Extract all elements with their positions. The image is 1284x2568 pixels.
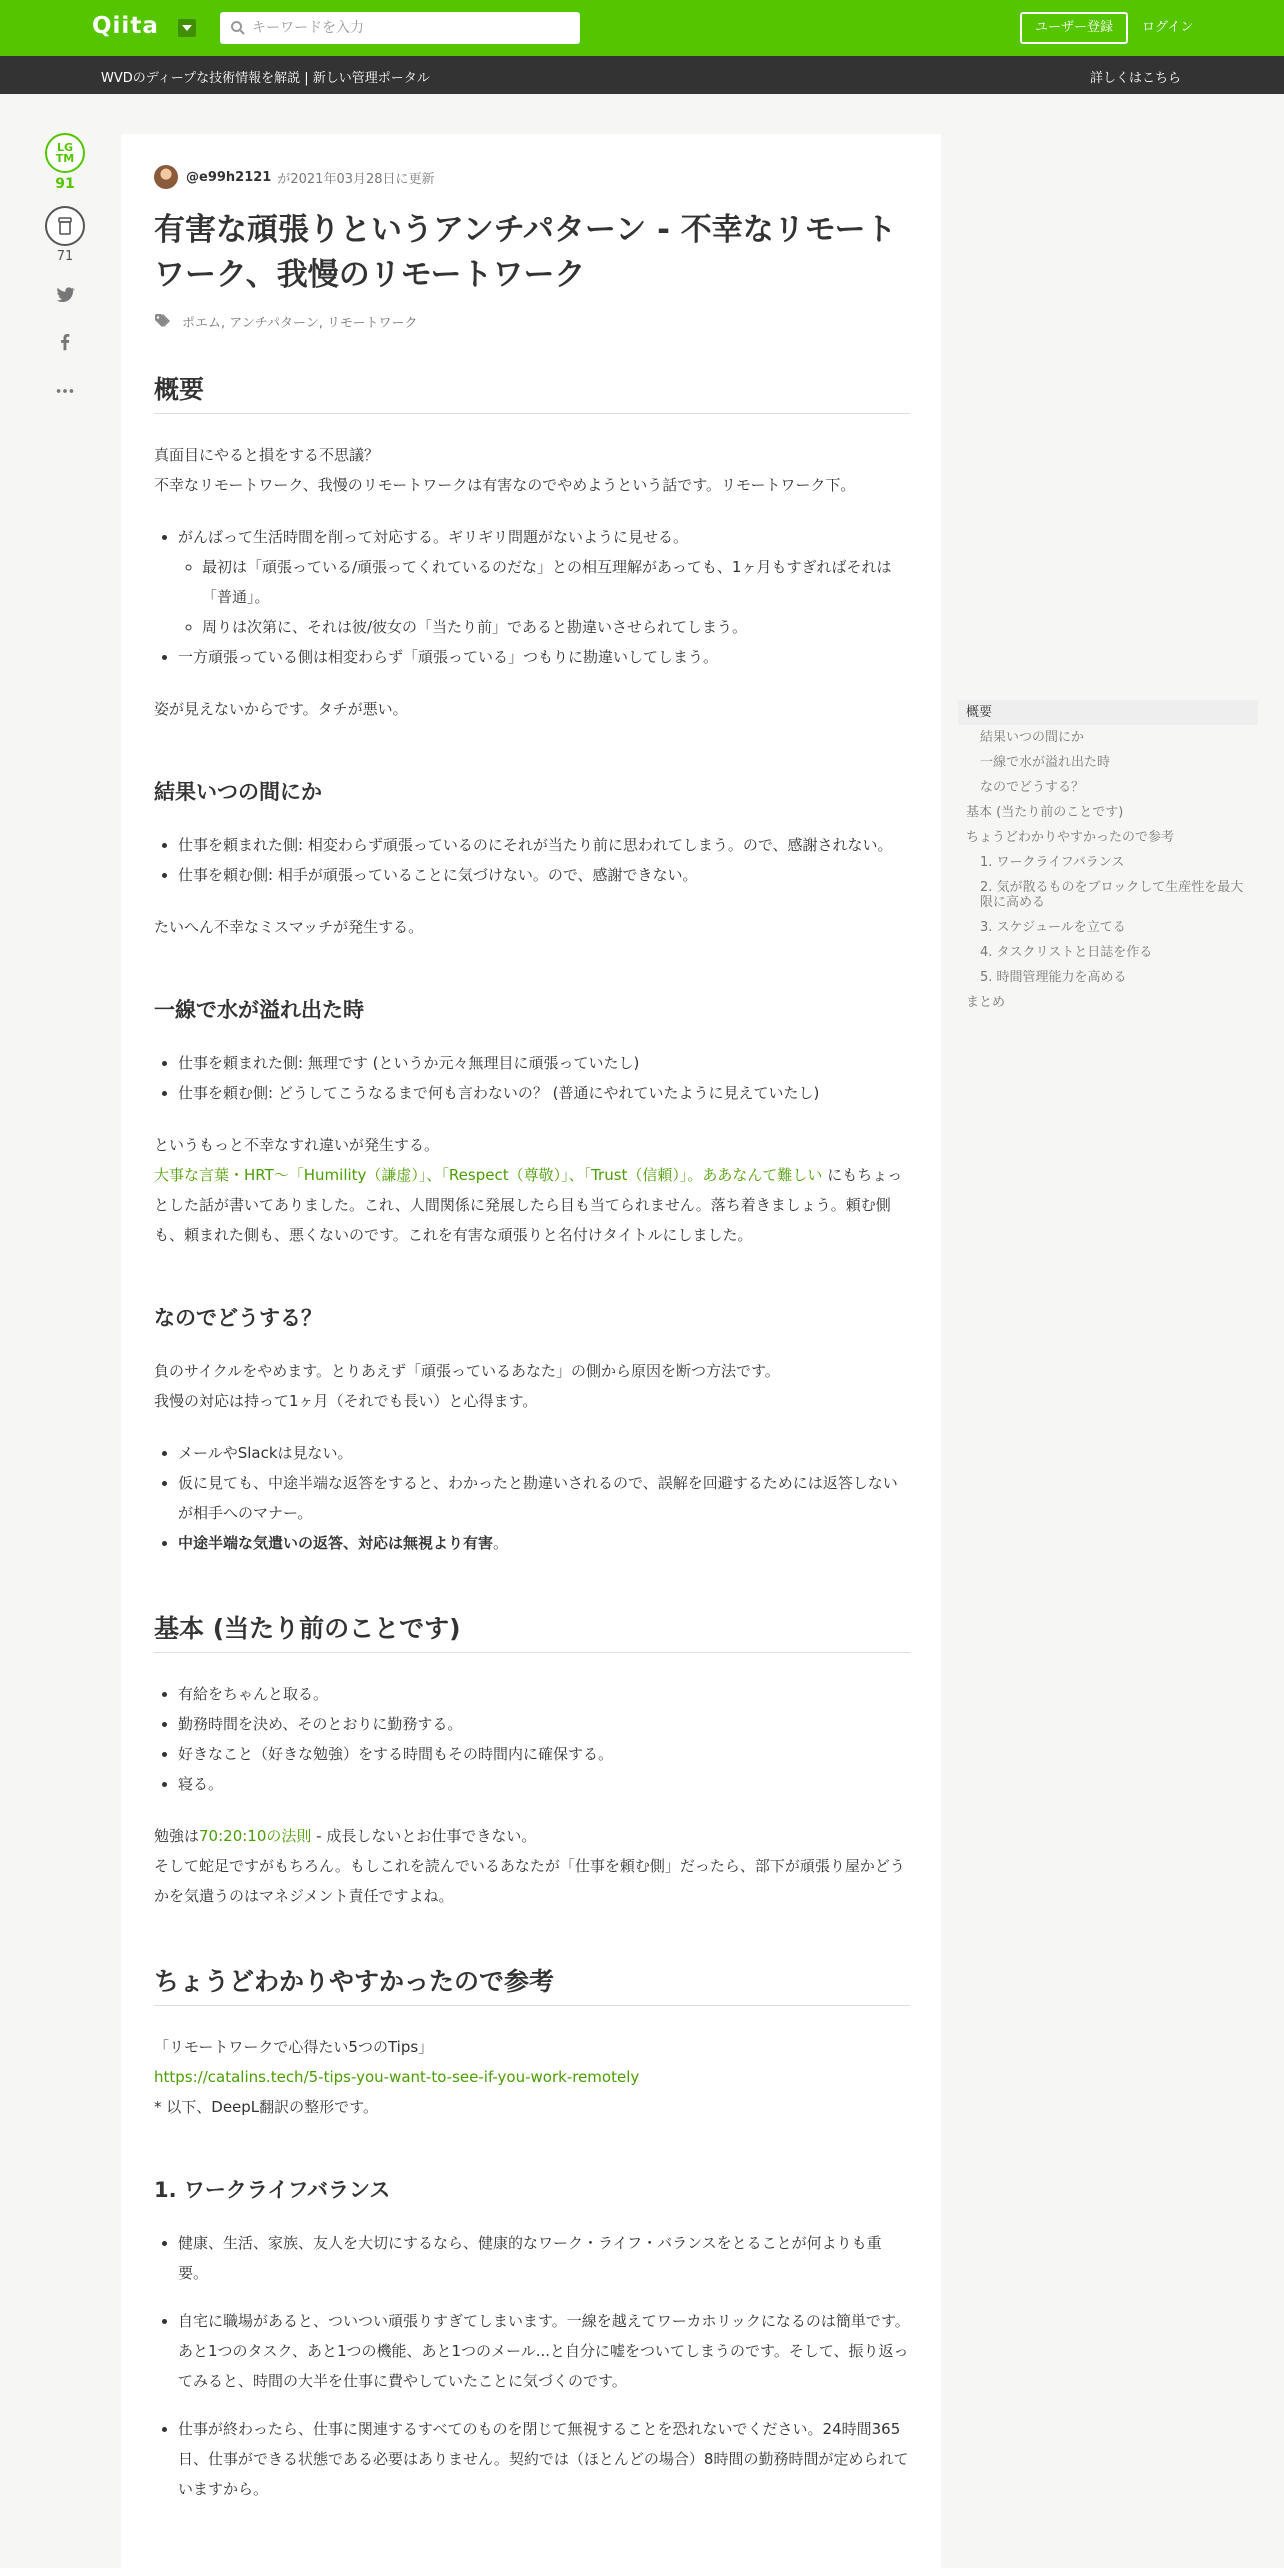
- bullet-list: [154, 1048, 910, 1108]
- list-item: • メールやSlackは見ない。: [178, 1438, 910, 1468]
- twitter-icon[interactable]: [54, 284, 76, 306]
- article-title: 有害な頑張りというアンチパターン - 不幸なリモートワーク、我慢のリモートワーク: [154, 212, 897, 293]
- promo-banner: [0, 56, 1284, 94]
- list-item: • 仕事を頼む側: どうしてこうなるまで何も言わないの？ (普通にやれていたように見えていたし): [178, 1078, 910, 1108]
- list-item: • 一方頑張っている側は相変わらず「頑張っている」つもりに勘違いしてしまう。: [178, 642, 910, 672]
- text: * 以下、DeepL翻訳の整形です。: [154, 2097, 378, 2116]
- text: 負のサイクルをやめます。とりあえず「頑張っているあなた」の側から原因を断つ方法です。: [154, 1361, 780, 1380]
- list-item: [178, 1528, 910, 1558]
- text: そして蛇足ですがもちろん。もしこれを読んでいるあなたが「仕事を頼む側」だったら、部下が頑張り屋かどうかを気遣うのはマネジメント責任ですよね。: [154, 1856, 905, 1905]
- toc-item[interactable]: まとめ: [966, 995, 1006, 1010]
- hrt-article-link[interactable]: 大事な言葉・HRT～「Humility（謙虚）」、「Respect（尊敬）」、「Trust（信頼）」。ああなんて難しい: [154, 1165, 823, 1184]
- heading-reference: ちょうどわかりやすかったので参考: [154, 1963, 910, 2006]
- lgtm-label-top: LG: [56, 141, 74, 154]
- heading-basics: 基本 (当たり前のことです): [154, 1610, 910, 1653]
- signup-button[interactable]: ユーザー登録: [1020, 12, 1128, 44]
- stock-icon: [47, 208, 83, 244]
- text: 「リモートワークで心得たい5つのTips」: [154, 2037, 434, 2056]
- paragraph: [154, 2032, 910, 2122]
- lgtm-button[interactable]: [45, 133, 85, 173]
- text: にもちょっとした話が書いてありました。これ、人間関係に発展したら目も当てられません。落ち着きましょう。頼む側も、頼まれた側も、悪くないのです。これを有害な頑張りと名付けタイトルにしました。: [154, 1165, 903, 1244]
- article-meta: [154, 164, 910, 190]
- chevron-down-icon[interactable]: [178, 19, 196, 37]
- paragraph: [154, 1821, 910, 1911]
- facebook-icon[interactable]: [54, 331, 76, 353]
- list-item: • 勤務時間を決め、そのとおりに勤務する。: [178, 1709, 910, 1739]
- paragraph: [154, 1356, 910, 1416]
- toc-item[interactable]: 基本 (当たり前のことです): [966, 805, 1124, 820]
- heading-overflow: 一線で水が溢れ出た時: [154, 997, 364, 1022]
- list-item: • 自宅に職場があると、ついつい頑張りすぎてしまいます。一線を越えてワーカホリックになるのは簡単です。あと1つのタスク、あと1つの機能、あと1つのメール...と自分に嘘をついてしまうのです。そして、振り返ってみると、時間の大半を仕事に費やしていたことに気づくのです。: [178, 2306, 910, 2396]
- heading-work-life-balance: 1. ワークライフバランス: [154, 2177, 391, 2202]
- list-item: • 寝る。: [178, 1769, 910, 1799]
- heading-result: 結果いつの間にか: [154, 779, 322, 804]
- tag-list: [154, 312, 910, 331]
- nested-list: [178, 552, 910, 642]
- more-icon[interactable]: [54, 380, 76, 402]
- global-header: [0, 0, 1284, 56]
- lgtm-count: 91: [55, 176, 75, 192]
- paragraph: たいへん不幸なミスマッチが発生する。: [154, 917, 424, 936]
- author-link[interactable]: @e99h2121: [186, 169, 272, 185]
- paragraph: 姿が見えないからです。タチが悪い。: [154, 699, 408, 718]
- text: 不幸なリモートワーク、我慢のリモートワークは有害なのでやめようという話です。リモートワーク下。: [154, 475, 856, 494]
- stock-count: 71: [56, 249, 74, 264]
- heading-what-to-do: なのでどうする？: [154, 1305, 322, 1330]
- article-body: [154, 371, 910, 2504]
- updated-date: が2021年03月28日に更新: [277, 171, 435, 187]
- article-content: [154, 164, 910, 2526]
- list-item: • 仕事を頼まれた側: 無理です (というか元々無理目に頑張っていたし): [178, 1048, 910, 1078]
- bullet-list: [154, 1679, 910, 1799]
- bullet-list: [154, 522, 910, 672]
- text: - 成長しないとお仕事できない。: [311, 1826, 537, 1845]
- text: 真面目にやると損をする不思議？: [154, 445, 380, 464]
- list-item: • 健康、生活、家族、友人を大切にするなら、健康的なワーク・ライフ・バランスをとることが何よりも重要。: [178, 2228, 910, 2288]
- tag-icon: [154, 313, 174, 329]
- toc-item[interactable]: 一線で水が溢れ出た時: [980, 755, 1111, 770]
- bullet-list: [154, 830, 910, 890]
- reference-link[interactable]: https://catalins.tech/5-tips-you-want-to-see-if-you-work-remotely: [154, 2067, 640, 2086]
- text: というもっと不幸なすれ違いが発生する。: [154, 1135, 440, 1154]
- table-of-contents: [958, 700, 1258, 1015]
- list-item: • 仕事が終わったら、仕事に関連するすべてのものを閉じて無視することを恐れないでください。24時間365日、仕事ができる状態である必要はありません。契約では（ほとんどの場合）8時間の勤務時間が定められていますから。: [178, 2414, 910, 2504]
- list-item: ◦ 最初は「頑張っている/頑張ってくれているのだな」との相互理解があっても、1ヶ月もすぎればそれは「普通」。: [202, 552, 910, 612]
- 70-20-10-link[interactable]: 70:20:10の法則: [199, 1826, 312, 1845]
- toc-item[interactable]: 5. 時間管理能力を高める: [980, 970, 1127, 985]
- qiita-logo[interactable]: Qiita: [92, 13, 159, 39]
- search-icon: [230, 20, 246, 36]
- toc-item[interactable]: 結果いつの間にか: [980, 730, 1085, 745]
- list-item: • 仕事を頼まれた側: 相変わらず頑張っているのにそれが当たり前に思われてしまう。ので、感謝されない。: [178, 830, 910, 860]
- text: 。: [493, 1533, 509, 1552]
- article-card: [121, 134, 941, 2568]
- list-item: [178, 522, 910, 642]
- toc-item[interactable]: ちょうどわかりやすかったので参考: [966, 830, 1175, 845]
- avatar[interactable]: [154, 165, 178, 189]
- list-item: • 仮に見ても、中途半端な返答をすると、わかったと勘違いされるので、誤解を回避するためには返答しないが相手へのマナー。: [178, 1468, 910, 1528]
- bold-text: 中途半端な気遣いの返答、対応は無視より有害: [178, 1533, 494, 1552]
- search-box: [220, 12, 580, 44]
- banner-link[interactable]: 詳しくはこちら: [1089, 71, 1181, 86]
- toc-item[interactable]: 概要: [958, 700, 1258, 725]
- toc-item[interactable]: 1. ワークライフバランス: [980, 855, 1125, 870]
- paragraph: [154, 440, 910, 500]
- banner-text[interactable]: WVDのディープな技術情報を解説 | 新しい管理ポータル: [101, 71, 430, 86]
- list-item-text: がんばって生活時間を削って対応する。ギリギリ問題がないように見せる。: [178, 527, 689, 546]
- tags-text[interactable]: ポエム, アンチパターン, リモートワーク: [182, 315, 418, 331]
- text: 我慢の対応は持って1ヶ月（それでも長い）と心得ます。: [154, 1391, 538, 1410]
- text: 勉強は: [154, 1826, 200, 1845]
- list-item: • 仕事を頼む側: 相手が頑張っていることに気づけない。ので、感謝できない。: [178, 860, 910, 890]
- list-item: • 有給をちゃんと取る。: [178, 1679, 910, 1709]
- paragraph: [154, 1130, 910, 1250]
- list-item: • 好きなこと（好きな勉強）をする時間もその時間内に確保する。: [178, 1739, 910, 1769]
- heading-overview: 概要: [154, 371, 910, 414]
- toc-item[interactable]: 4. タスクリストと日誌を作る: [980, 945, 1153, 960]
- toc-item[interactable]: 3. スケジュールを立てる: [980, 920, 1126, 935]
- toc-item[interactable]: 2. 気が散るものをブロックして生産性を最大限に高める: [980, 880, 1244, 910]
- stock-button[interactable]: [45, 206, 85, 246]
- lgtm-label-bottom: TM: [55, 152, 75, 165]
- login-link[interactable]: ログイン: [1142, 20, 1194, 35]
- bullet-list: [154, 1438, 910, 1558]
- list-item: ◦ 周りは次第に、それは彼/彼女の「当たり前」であると勘違いさせられてしまう。: [202, 612, 910, 642]
- search-input[interactable]: [252, 12, 572, 44]
- bullet-list: [154, 2228, 910, 2504]
- toc-item[interactable]: なのでどうする？: [980, 780, 1085, 795]
